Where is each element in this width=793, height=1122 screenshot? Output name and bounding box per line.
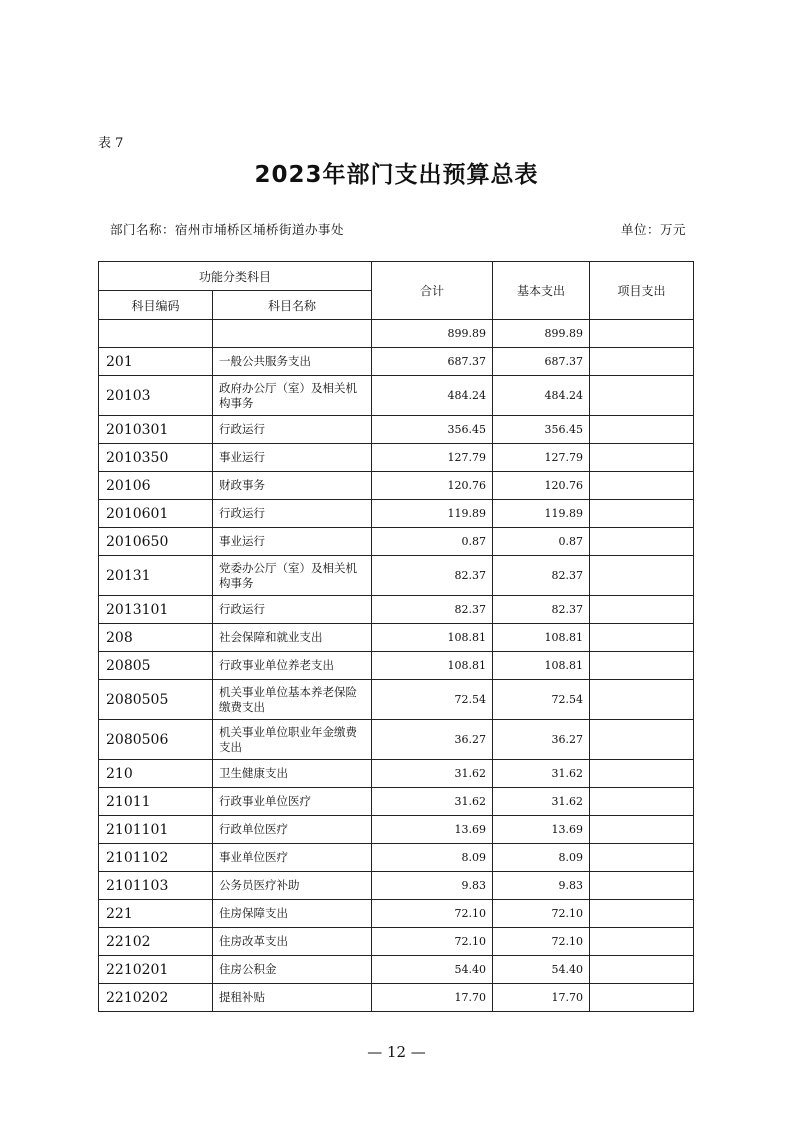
header-subject-code: 科目编码 bbox=[99, 291, 213, 320]
subject-code-cell: 210 bbox=[99, 760, 213, 788]
table-row bbox=[99, 500, 694, 528]
total-cell: 82.37 bbox=[372, 556, 493, 596]
header-subject-name: 科目名称 bbox=[213, 291, 372, 320]
basic-expenditure-cell: 0.87 bbox=[493, 528, 590, 556]
table-row bbox=[99, 624, 694, 652]
total-cell: 17.70 bbox=[372, 984, 493, 1012]
project-expenditure-cell bbox=[590, 928, 694, 956]
subject-name-cell: 党委办公厅（室）及相关机构事务 bbox=[213, 556, 372, 596]
basic-expenditure-cell: 31.62 bbox=[493, 788, 590, 816]
subject-code-cell: 2010350 bbox=[99, 444, 213, 472]
subject-name-cell: 行政运行 bbox=[213, 500, 372, 528]
total-cell: 8.09 bbox=[372, 844, 493, 872]
subject-name-cell: 政府办公厅（室）及相关机构事务 bbox=[213, 376, 372, 416]
total-cell: 119.89 bbox=[372, 500, 493, 528]
basic-expenditure-cell: 899.89 bbox=[493, 320, 590, 348]
table-row bbox=[99, 816, 694, 844]
table-row bbox=[99, 872, 694, 900]
table-row bbox=[99, 348, 694, 376]
header-project-expenditure: 项目支出 bbox=[590, 262, 694, 320]
project-expenditure-cell bbox=[590, 720, 694, 760]
project-expenditure-cell bbox=[590, 844, 694, 872]
table-label: 表 7 bbox=[98, 136, 124, 151]
project-expenditure-cell bbox=[590, 984, 694, 1012]
basic-expenditure-cell: 9.83 bbox=[493, 872, 590, 900]
subject-code-cell: 20131 bbox=[99, 556, 213, 596]
basic-expenditure-cell: 8.09 bbox=[493, 844, 590, 872]
subject-code-cell: 201 bbox=[99, 348, 213, 376]
table-row bbox=[99, 844, 694, 872]
project-expenditure-cell bbox=[590, 500, 694, 528]
subject-code-cell: 2101102 bbox=[99, 844, 213, 872]
table-row bbox=[99, 720, 694, 760]
project-expenditure-cell bbox=[590, 320, 694, 348]
subject-name-cell: 住房保障支出 bbox=[213, 900, 372, 928]
table-row bbox=[99, 596, 694, 624]
subject-name-cell: 提租补贴 bbox=[213, 984, 372, 1012]
header-basic-expenditure: 基本支出 bbox=[493, 262, 590, 320]
total-cell: 899.89 bbox=[372, 320, 493, 348]
unit-label: 单位：万元 bbox=[620, 222, 686, 237]
project-expenditure-cell bbox=[590, 416, 694, 444]
project-expenditure-cell bbox=[590, 472, 694, 500]
total-cell: 72.54 bbox=[372, 680, 493, 720]
table-row bbox=[99, 760, 694, 788]
total-cell: 31.62 bbox=[372, 760, 493, 788]
subject-name-cell: 机关事业单位职业年金缴费支出 bbox=[213, 720, 372, 760]
subject-name-cell: 事业运行 bbox=[213, 444, 372, 472]
subject-name-cell: 公务员医疗补助 bbox=[213, 872, 372, 900]
header-total: 合计 bbox=[372, 262, 493, 320]
project-expenditure-cell bbox=[590, 444, 694, 472]
page-title: 2023年部门支出预算总表 bbox=[254, 162, 539, 188]
table-row bbox=[99, 320, 694, 348]
total-cell: 36.27 bbox=[372, 720, 493, 760]
project-expenditure-cell bbox=[590, 376, 694, 416]
subject-name-cell: 行政事业单位养老支出 bbox=[213, 652, 372, 680]
subject-code-cell: 221 bbox=[99, 900, 213, 928]
basic-expenditure-cell: 13.69 bbox=[493, 816, 590, 844]
subject-code-cell: 2101103 bbox=[99, 872, 213, 900]
basic-expenditure-cell: 72.54 bbox=[493, 680, 590, 720]
basic-expenditure-cell: 119.89 bbox=[493, 500, 590, 528]
basic-expenditure-cell: 17.70 bbox=[493, 984, 590, 1012]
table-row bbox=[99, 680, 694, 720]
subject-name-cell: 社会保障和就业支出 bbox=[213, 624, 372, 652]
subject-code-cell: 20805 bbox=[99, 652, 213, 680]
subject-name-cell: 行政运行 bbox=[213, 596, 372, 624]
project-expenditure-cell bbox=[590, 680, 694, 720]
subject-code-cell: 2010650 bbox=[99, 528, 213, 556]
table-body bbox=[99, 320, 694, 1012]
basic-expenditure-cell: 82.37 bbox=[493, 556, 590, 596]
total-cell: 0.87 bbox=[372, 528, 493, 556]
subject-code-cell: 20106 bbox=[99, 472, 213, 500]
total-cell: 120.76 bbox=[372, 472, 493, 500]
subject-name-cell: 机关事业单位基本养老保险缴费支出 bbox=[213, 680, 372, 720]
total-cell: 31.62 bbox=[372, 788, 493, 816]
total-cell: 484.24 bbox=[372, 376, 493, 416]
table-row bbox=[99, 444, 694, 472]
basic-expenditure-cell: 687.37 bbox=[493, 348, 590, 376]
subject-name-cell: 行政单位医疗 bbox=[213, 816, 372, 844]
basic-expenditure-cell: 484.24 bbox=[493, 376, 590, 416]
subject-code-cell: 20103 bbox=[99, 376, 213, 416]
total-cell: 72.10 bbox=[372, 900, 493, 928]
project-expenditure-cell bbox=[590, 872, 694, 900]
basic-expenditure-cell: 108.81 bbox=[493, 624, 590, 652]
basic-expenditure-cell: 72.10 bbox=[493, 900, 590, 928]
subject-name-cell: 住房改革支出 bbox=[213, 928, 372, 956]
table-row bbox=[99, 416, 694, 444]
table-row bbox=[99, 984, 694, 1012]
subject-name-cell bbox=[213, 320, 372, 348]
subject-name-cell: 财政事务 bbox=[213, 472, 372, 500]
subject-code-cell: 22102 bbox=[99, 928, 213, 956]
basic-expenditure-cell: 36.27 bbox=[493, 720, 590, 760]
basic-expenditure-cell: 72.10 bbox=[493, 928, 590, 956]
budget-table-container bbox=[98, 261, 693, 1012]
table-row bbox=[99, 788, 694, 816]
project-expenditure-cell bbox=[590, 816, 694, 844]
subject-code-cell: 2080505 bbox=[99, 680, 213, 720]
subject-name-cell: 行政事业单位医疗 bbox=[213, 788, 372, 816]
subject-name-cell: 一般公共服务支出 bbox=[213, 348, 372, 376]
budget-table bbox=[98, 261, 694, 1012]
project-expenditure-cell bbox=[590, 956, 694, 984]
subject-name-cell: 行政运行 bbox=[213, 416, 372, 444]
basic-expenditure-cell: 108.81 bbox=[493, 652, 590, 680]
total-cell: 108.81 bbox=[372, 652, 493, 680]
subject-code-cell: 2013101 bbox=[99, 596, 213, 624]
total-cell: 108.81 bbox=[372, 624, 493, 652]
subject-name-cell: 住房公积金 bbox=[213, 956, 372, 984]
page-number: — 12 — bbox=[367, 1043, 426, 1061]
subject-name-cell: 卫生健康支出 bbox=[213, 760, 372, 788]
table-header-row-1 bbox=[99, 262, 694, 291]
basic-expenditure-cell: 54.40 bbox=[493, 956, 590, 984]
subject-code-cell: 208 bbox=[99, 624, 213, 652]
project-expenditure-cell bbox=[590, 556, 694, 596]
project-expenditure-cell bbox=[590, 348, 694, 376]
basic-expenditure-cell: 120.76 bbox=[493, 472, 590, 500]
department-name: 部门名称：宿州市埇桥区埇桥街道办事处 bbox=[110, 222, 345, 237]
subject-code-cell: 2010601 bbox=[99, 500, 213, 528]
subject-code-cell: 2101101 bbox=[99, 816, 213, 844]
table-row bbox=[99, 652, 694, 680]
project-expenditure-cell bbox=[590, 624, 694, 652]
total-cell: 82.37 bbox=[372, 596, 493, 624]
project-expenditure-cell bbox=[590, 528, 694, 556]
basic-expenditure-cell: 356.45 bbox=[493, 416, 590, 444]
project-expenditure-cell bbox=[590, 788, 694, 816]
subject-code-cell: 2080506 bbox=[99, 720, 213, 760]
header-function-category: 功能分类科目 bbox=[99, 262, 372, 291]
subject-code-cell bbox=[99, 320, 213, 348]
subject-name-cell: 事业单位医疗 bbox=[213, 844, 372, 872]
table-row bbox=[99, 528, 694, 556]
total-cell: 9.83 bbox=[372, 872, 493, 900]
total-cell: 127.79 bbox=[372, 444, 493, 472]
table-row bbox=[99, 556, 694, 596]
total-cell: 72.10 bbox=[372, 928, 493, 956]
table-row bbox=[99, 472, 694, 500]
subject-code-cell: 2010301 bbox=[99, 416, 213, 444]
basic-expenditure-cell: 31.62 bbox=[493, 760, 590, 788]
subject-code-cell: 2210202 bbox=[99, 984, 213, 1012]
total-cell: 54.40 bbox=[372, 956, 493, 984]
project-expenditure-cell bbox=[590, 900, 694, 928]
subject-code-cell: 2210201 bbox=[99, 956, 213, 984]
project-expenditure-cell bbox=[590, 760, 694, 788]
table-row bbox=[99, 900, 694, 928]
total-cell: 356.45 bbox=[372, 416, 493, 444]
project-expenditure-cell bbox=[590, 596, 694, 624]
table-row bbox=[99, 376, 694, 416]
subject-code-cell: 21011 bbox=[99, 788, 213, 816]
project-expenditure-cell bbox=[590, 652, 694, 680]
subject-name-cell: 事业运行 bbox=[213, 528, 372, 556]
table-row bbox=[99, 956, 694, 984]
table-row bbox=[99, 928, 694, 956]
total-cell: 13.69 bbox=[372, 816, 493, 844]
basic-expenditure-cell: 82.37 bbox=[493, 596, 590, 624]
basic-expenditure-cell: 127.79 bbox=[493, 444, 590, 472]
total-cell: 687.37 bbox=[372, 348, 493, 376]
